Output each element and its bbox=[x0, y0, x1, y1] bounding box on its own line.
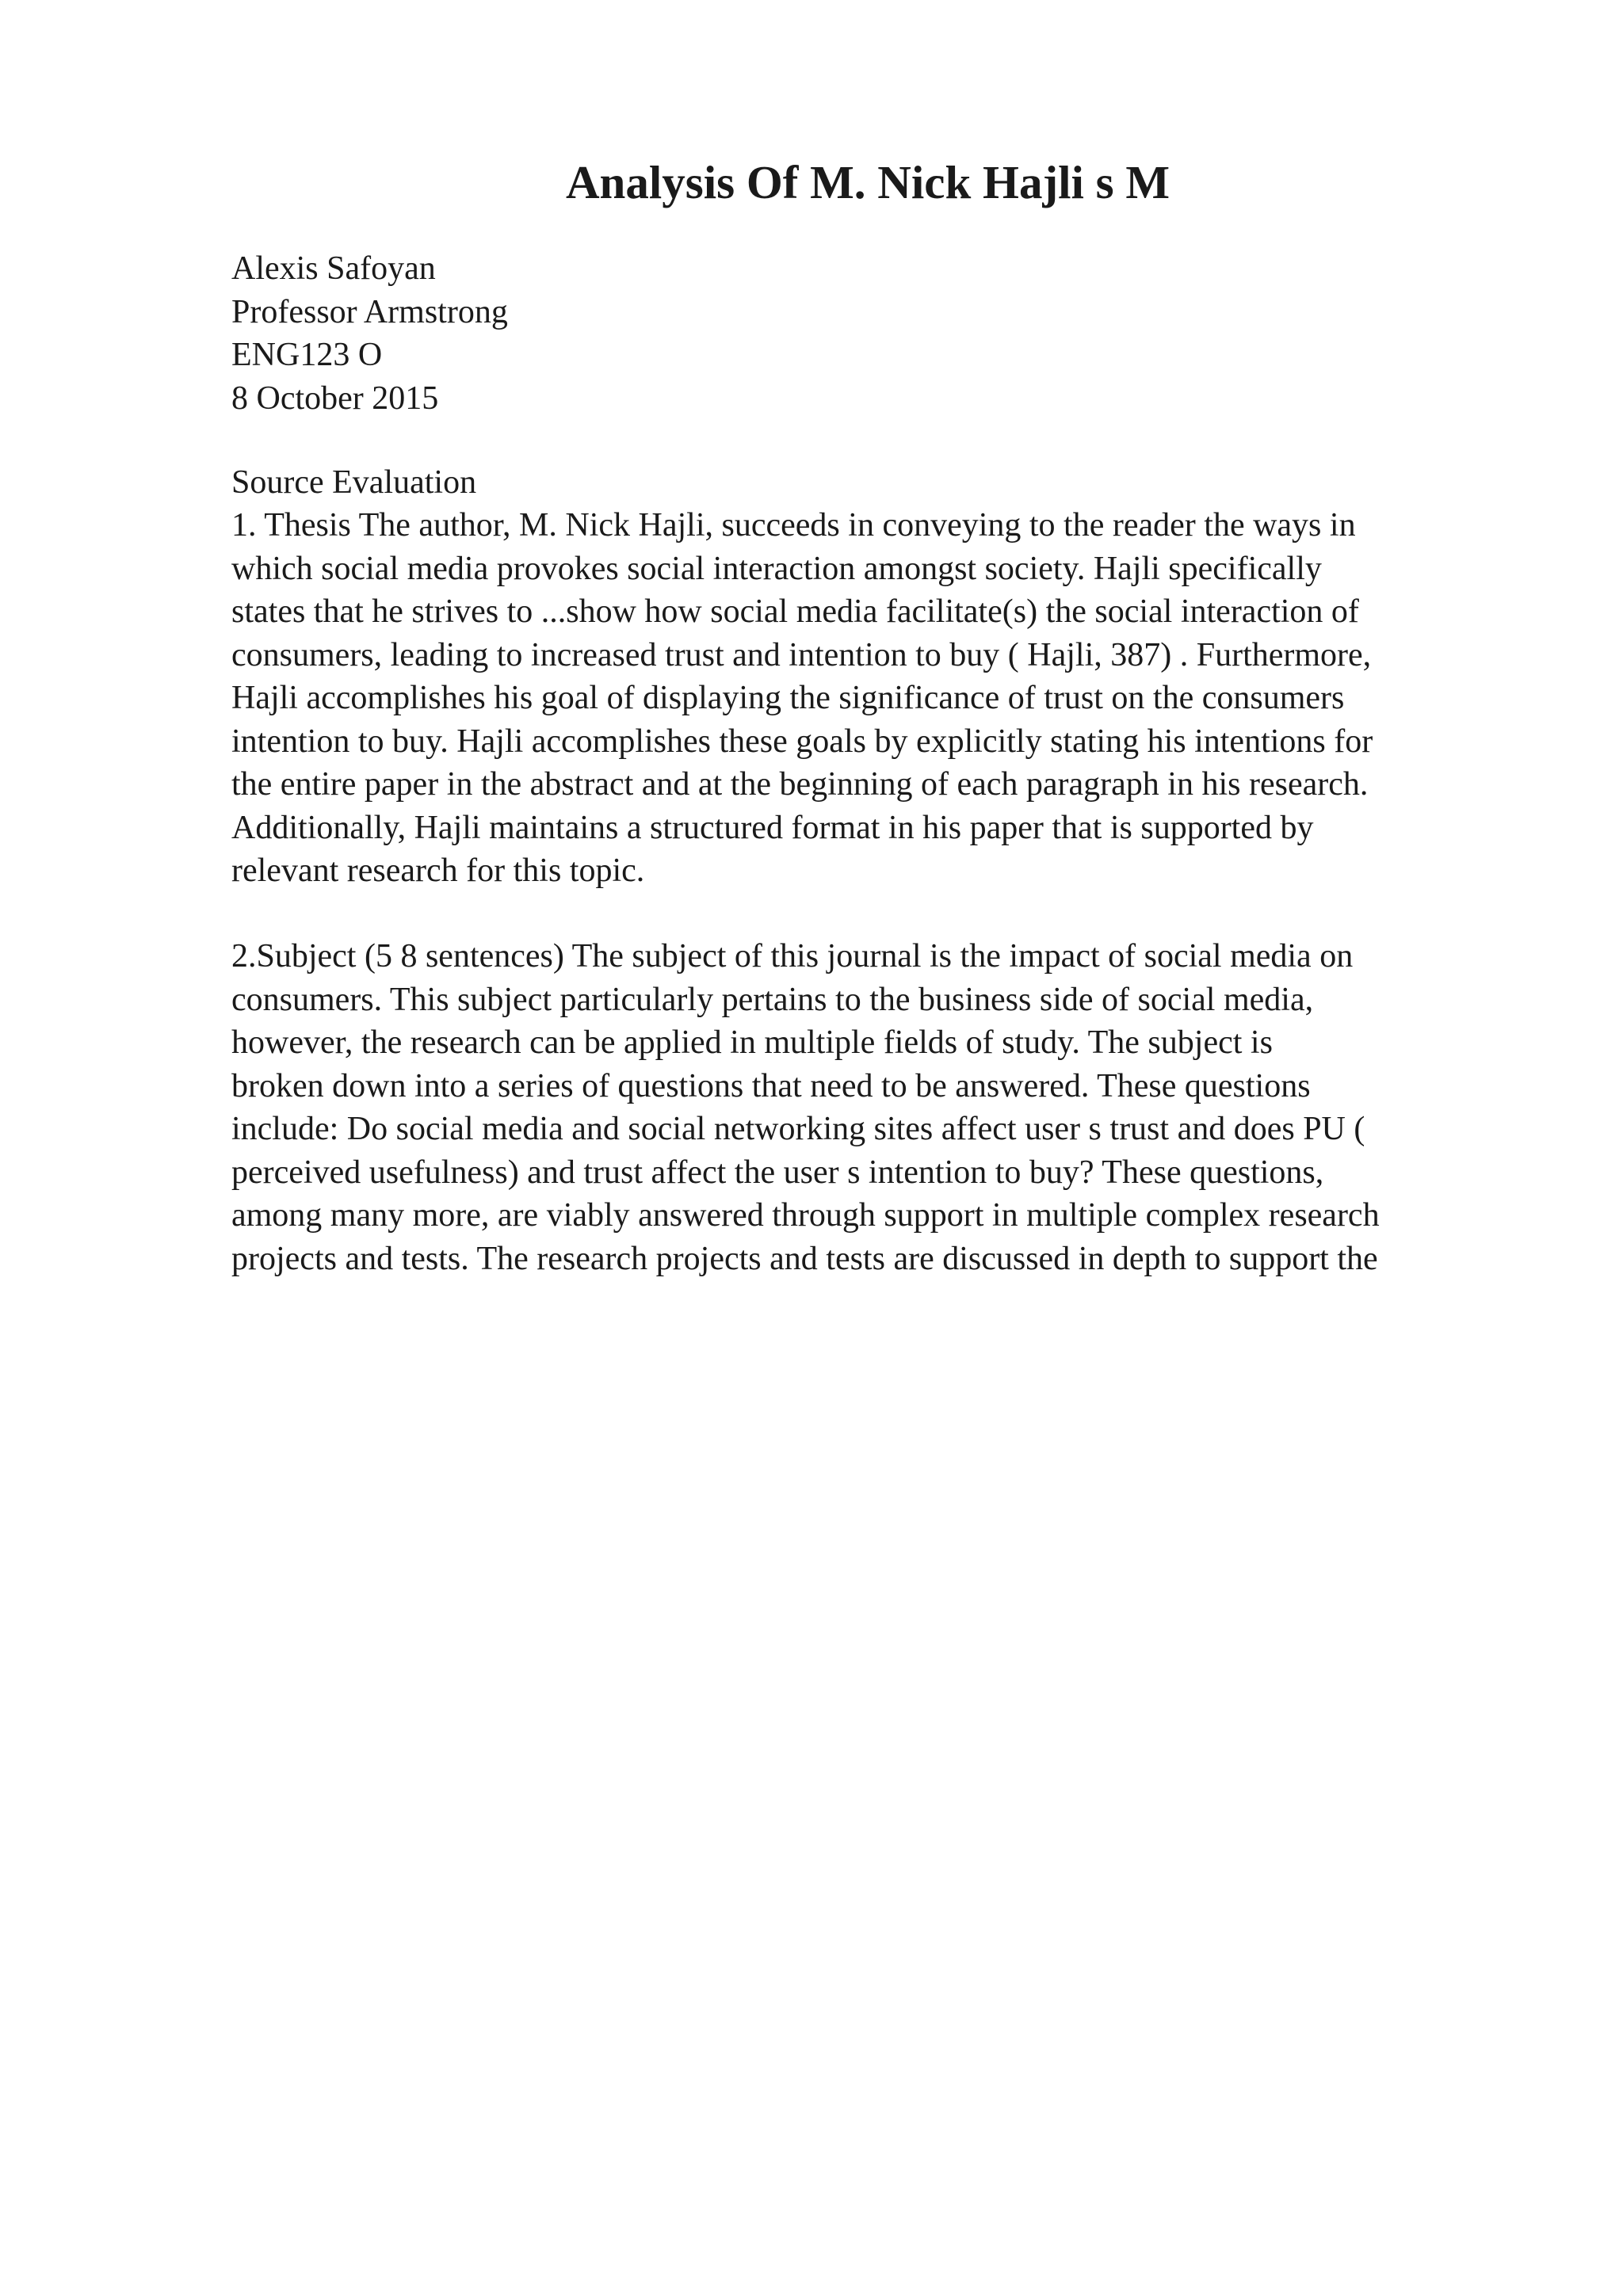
paragraph-subject bbox=[231, 935, 1547, 1280]
paragraph-line: Hajli accomplishes his goal of displaying the significance of trust on the consumers bbox=[231, 680, 1345, 716]
paragraph-line: 2.Subject (5 8 sentences) The subject of this journal is the impact of social media on bbox=[231, 938, 1354, 974]
paragraph-line: broken down into a series of questions that need to be answered. These questions bbox=[231, 1067, 1311, 1104]
section-title: Source Evaluation bbox=[231, 464, 477, 501]
paragraph-line: projects and tests. The research projects and tests are discussed in depth to support the bbox=[231, 1240, 1378, 1277]
paragraph-line: which social media provokes social interaction amongst society. Hajli specifically bbox=[231, 550, 1322, 587]
document-title: Analysis Of M. Nick Hajli s M bbox=[565, 156, 1170, 208]
professor-name: Professor Armstrong bbox=[231, 293, 508, 330]
paragraph-line: the entire paper in the abstract and at the beginning of each paragraph in his research. bbox=[231, 766, 1369, 803]
author-name: Alexis Safoyan bbox=[231, 250, 436, 287]
paragraph-line: intention to buy. Hajli accomplishes these goals by explicitly stating his intentions for bbox=[231, 723, 1373, 760]
paragraph-line: among many more, are viably answered through support in multiple complex research bbox=[231, 1197, 1380, 1234]
header-info bbox=[231, 247, 1547, 420]
paragraph-line: consumers. This subject particularly pertains to the business side of social media, bbox=[231, 981, 1314, 1018]
paragraph-line: relevant research for this topic. bbox=[231, 852, 645, 889]
course-code: ENG123 O bbox=[231, 337, 383, 373]
document-date: 8 October 2015 bbox=[231, 379, 439, 417]
paragraph-line: perceived usefulness) and trust affect the user s intention to buy? These questions, bbox=[231, 1154, 1324, 1191]
paragraph-line: Additionally, Hajli maintains a structured format in his paper that is supported by bbox=[231, 809, 1314, 846]
paragraph-thesis bbox=[231, 504, 1547, 893]
paragraph-line: 1. Thesis The author, M. Nick Hajli, succeeds in conveying to the reader the ways in bbox=[231, 507, 1356, 543]
paragraph-line: include: Do social media and social networking sites affect user s trust and does PU ( bbox=[231, 1111, 1365, 1147]
paragraph-line: however, the research can be applied in multiple fields of study. The subject is bbox=[231, 1024, 1273, 1061]
paragraph-line: consumers, leading to increased trust and intention to buy ( Hajli, 387) . Furthermore, bbox=[231, 636, 1372, 673]
paragraph-line: states that he strives to ...show how social media facilitate(s) the social interaction of bbox=[231, 593, 1359, 630]
